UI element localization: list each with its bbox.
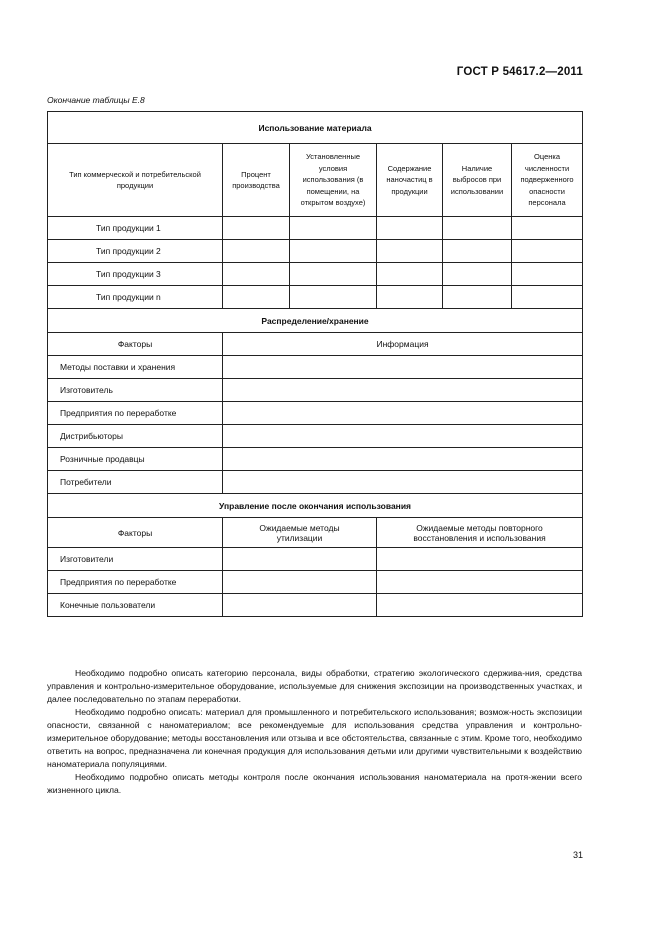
product-type-label: Тип продукции n bbox=[48, 286, 223, 309]
factor-label: Предприятия по переработке bbox=[48, 571, 223, 594]
table-row bbox=[48, 425, 583, 448]
cell[interactable] bbox=[290, 263, 377, 286]
col-emissions: Наличие выбросов при использовании bbox=[443, 144, 512, 217]
cell[interactable] bbox=[223, 548, 377, 571]
col-recovery-methods: Ожидаемые методы повторного восстановления и использования bbox=[377, 518, 583, 548]
table-row bbox=[48, 263, 583, 286]
factor-label: Розничные продавцы bbox=[48, 448, 223, 471]
info-cell[interactable] bbox=[223, 356, 583, 379]
factor-label: Потребители bbox=[48, 471, 223, 494]
cell[interactable] bbox=[377, 594, 583, 617]
cell[interactable] bbox=[377, 217, 443, 240]
factor-label: Изготовитель bbox=[48, 379, 223, 402]
table-row bbox=[48, 240, 583, 263]
document-id: ГОСТ Р 54617.2—2011 bbox=[456, 66, 583, 78]
page-number: 31 bbox=[572, 850, 583, 860]
cell[interactable] bbox=[377, 263, 443, 286]
cell[interactable] bbox=[223, 571, 377, 594]
product-type-label: Тип продукции 1 bbox=[48, 217, 223, 240]
cell[interactable] bbox=[443, 217, 512, 240]
cell[interactable] bbox=[377, 548, 583, 571]
cell[interactable] bbox=[512, 217, 583, 240]
cell[interactable] bbox=[443, 263, 512, 286]
usage-header-row bbox=[48, 144, 583, 217]
table-row bbox=[48, 286, 583, 309]
product-type-label: Тип продукции 3 bbox=[48, 263, 223, 286]
table-caption: Окончание таблицы Е.8 bbox=[47, 95, 145, 105]
cell[interactable] bbox=[223, 594, 377, 617]
col-product-type: Тип коммерческой и потребительской продукции bbox=[48, 144, 223, 217]
cell[interactable] bbox=[223, 217, 290, 240]
col-exposed-personnel: Оценка численности подверженного опасности персонала bbox=[512, 144, 583, 217]
info-cell[interactable] bbox=[223, 402, 583, 425]
cell[interactable] bbox=[223, 240, 290, 263]
cell[interactable] bbox=[223, 286, 290, 309]
cell[interactable] bbox=[377, 240, 443, 263]
factor-label: Методы поставки и хранения bbox=[48, 356, 223, 379]
col-production-percent: Процент производства bbox=[223, 144, 290, 217]
cell[interactable] bbox=[443, 240, 512, 263]
info-cell[interactable] bbox=[223, 425, 583, 448]
info-cell[interactable] bbox=[223, 471, 583, 494]
cell[interactable] bbox=[512, 263, 583, 286]
cell[interactable] bbox=[290, 217, 377, 240]
col-usage-conditions: Установленные условия использования (в помещении, на открытом воздухе) bbox=[290, 144, 377, 217]
table-e8 bbox=[47, 111, 583, 617]
cell[interactable] bbox=[512, 240, 583, 263]
col-factors: Факторы bbox=[48, 518, 223, 548]
cell[interactable] bbox=[512, 286, 583, 309]
table-row bbox=[48, 217, 583, 240]
table-row bbox=[48, 571, 583, 594]
cell[interactable] bbox=[377, 286, 443, 309]
info-cell[interactable] bbox=[223, 448, 583, 471]
section-usage-title: Использование материала bbox=[48, 112, 583, 144]
section-distribution-title: Распределение/хранение bbox=[48, 309, 583, 333]
factor-label: Дистрибьюторы bbox=[48, 425, 223, 448]
table-row bbox=[48, 356, 583, 379]
body-text bbox=[47, 667, 582, 797]
factor-label: Конечные пользователи bbox=[48, 594, 223, 617]
paragraph: Необходимо подробно описать категорию персонала, виды обработки, стратегию экологического сдержива-ния, средства управления и контрольно-измерительное оборудование, используемые для снижения экспозиции на производственных участках, и далее последовательно по этапам переработки. bbox=[47, 668, 582, 704]
col-nanoparticle-content: Содержание наночастиц в продукции bbox=[377, 144, 443, 217]
table-row bbox=[48, 594, 583, 617]
cell[interactable] bbox=[443, 286, 512, 309]
cell[interactable] bbox=[377, 571, 583, 594]
distribution-header-row bbox=[48, 333, 583, 356]
cell[interactable] bbox=[290, 286, 377, 309]
paragraph: Необходимо подробно описать: материал для промышленного и потребительского использования; возмож-ность экспозиции опасности, связанной с наноматериалом; все рекомендуемые для использования средства управления и контрольно-измерительное оборудование; методы восстановления или отзыва и все обстоятельства, связанные с этим. Кроме того, необходимо ответить на вопрос, предназначена ли конечная продукция для использования детьми или другими чувствительными к воздействию наноматериала популяциями. bbox=[47, 707, 582, 769]
section-end-of-use-title: Управление после окончания использования bbox=[48, 494, 583, 518]
info-cell[interactable] bbox=[223, 379, 583, 402]
factor-label: Предприятия по переработке bbox=[48, 402, 223, 425]
factor-label: Изготовители bbox=[48, 548, 223, 571]
product-type-label: Тип продукции 2 bbox=[48, 240, 223, 263]
table-row bbox=[48, 548, 583, 571]
end-of-use-header-row bbox=[48, 518, 583, 548]
col-disposal-methods: Ожидаемые методы утилизации bbox=[223, 518, 377, 548]
cell[interactable] bbox=[290, 240, 377, 263]
col-information: Информация bbox=[223, 333, 583, 356]
table-row bbox=[48, 379, 583, 402]
paragraph: Необходимо подробно описать методы контроля после окончания использования наноматериала на протя-жении всего жизненного цикла. bbox=[47, 772, 582, 795]
table-row bbox=[48, 402, 583, 425]
table-row bbox=[48, 448, 583, 471]
table-row bbox=[48, 471, 583, 494]
col-factors: Факторы bbox=[48, 333, 223, 356]
cell[interactable] bbox=[223, 263, 290, 286]
